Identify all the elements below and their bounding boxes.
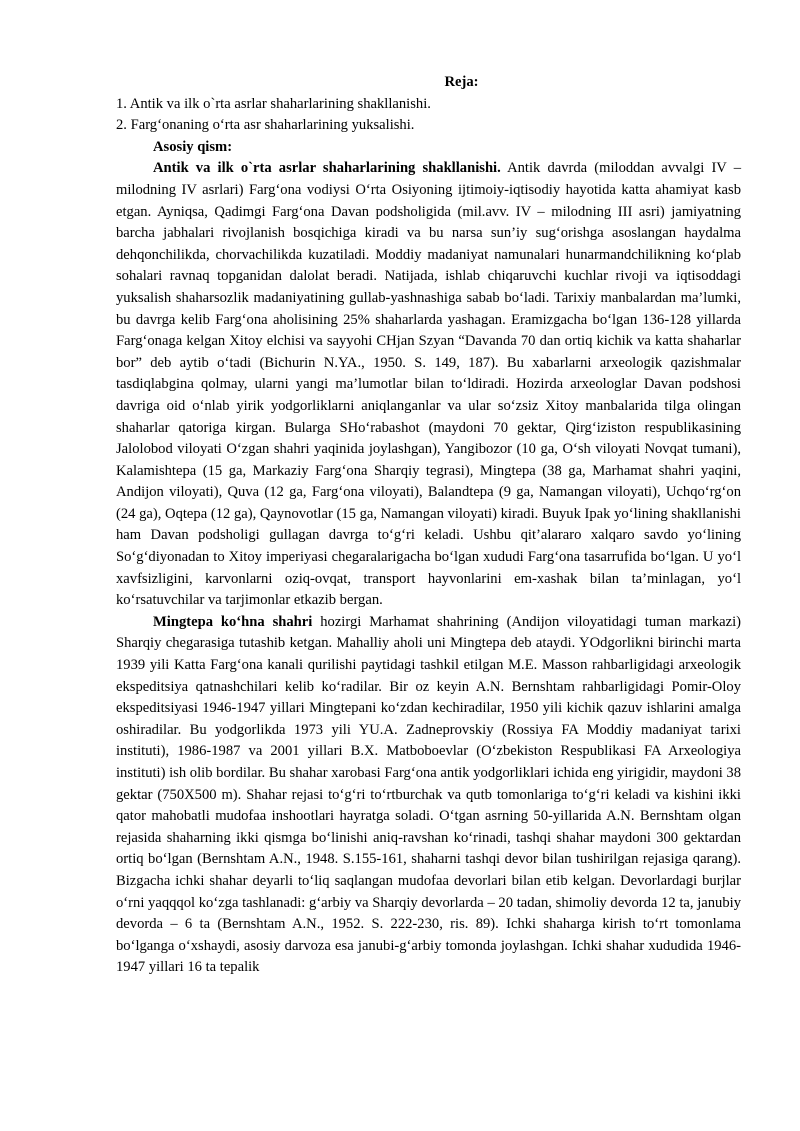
paragraph-mingtepa-body: hozirgi Marhamat shahrining (Andijon viloyatidagi tuman markazi) Sharqiy chegarasiga tutashib ketgan. Mahalliy aholi uni Mingtepa deb ataydi. YOdgorlikni birinchi marta 1939 yili Katta Farg‘ona kanali qurilishi paytidagi tashkil etilgan M.E. Masson rahbarligidagi arxeologik ekspeditsiya qatnashchilari kelib ko‘radilar. Bir oz keyin A.N. Bernshtam rahbarligidagi Pomir-Oloy ekspeditsiyasi 1946-1947 yillari Mingtepani ko‘zdan kechiradilar, 1950 yili kichik qazuv ishlarini amalga oshiradilar. Bu yodgorlikda 1973 yili YU.A. Zadneprovskiy (Rossiya FA Moddiy madaniyat tarixi instituti), 1986-1987 va 2001 yillari B.X. Matboboevlar (O‘zbekiston Respublikasi FA Arxeologiya instituti) ish olib bordilar. Bu shahar xarobasi Farg‘ona antik yodgorliklari ichida eng yirigidir, maydoni 38 gektar (750X500 m). Shahar rejasi to‘g‘ri to‘rtburchak va qutb tomonlariga to‘g‘ri keladi va kishini ikki qator mahobatli mudofaa inshootlari hayratga soladi. O‘tgan asrning 50-yillarida A.N. Bernshtam olgan rejasida shaharning ikki qismga bo‘linishi aniq-ravshan ko‘rinadi, tashqi shahar maydoni 300 gektardan ortiq bo‘lgan (Bernshtam A.N., 1948. S.155-161, shaharni tashqi devor bilan tushirilgan rejasiga qarang). Bizgacha ichki shahar deyarli to‘liq saqlangan mudofaa devorlari bilan etib kelgan. Devorlardagi burjlar o‘rni yaqqqol ko‘zga tashlanadi: g‘arbiy va Sharqiy devorlarda – 20 tadan, shimoliy devorda 12 ta, janubiy devorda – 6 ta (Bernshtam A.N., 1952. S. 222-230, ris. 89). Ichki shaharga kirish to‘rt tomonlama bo‘lganga o‘xshaydi, asosiy darvoza esa janubi-g‘arbiy tomonda joylashgan. Ichki shahar xududida 1946-1947 yillari 16 ta tepalik: [116, 613, 741, 976]
paragraph-mingtepa-lead: Mingtepa ko‘hna shahri: [153, 613, 313, 630]
paragraph-mingtepa: [116, 612, 741, 979]
document-page: [116, 72, 741, 979]
document-title: Reja:: [444, 74, 479, 90]
plan-item-1: 1. Antik va ilk o`rta asrlar shaharlarining shakllanishi.: [116, 95, 431, 112]
section-heading: Asosiy qism:: [153, 138, 233, 155]
paragraph-antik: [116, 158, 741, 611]
paragraph-antik-body: Antik davrda (miloddan avvalgi IV – milodning IV asrlari) Farg‘ona vodiysi O‘rta Osiyoning ijtimoiy-iqtisodiy hayotida katta ahamiyat kasb etgan. Ayniqsa, Qadimgi Farg‘ona Davan podsholigida (mil.avv. IV – milodning III asri) jamiyatning barcha jabhalari rivojlanish bosqichiga kiradi va bu narsa sun’iy sug‘orishga asoslangan haydalma dehqonchilikda, chorvachilikda kuzatiladi. Moddiy madaniyat namunalari hunarmandchilikning ko‘plab sohalari ravnaq topganidan dalolat beradi. Natijada, ishlab chiqaruvchi kuchlar rivoji va iqtisoddagi yuksalish shaharsozlik madaniyatining gullab-yashnashiga sabab bo‘ladi. Tarixiy manbalardan ma’lumki, bu davrga kelib Farg‘ona aholisining 25% shaharlarda yashagan. Eramizgacha bo‘lgan 136-128 yillarda Farg‘onaga kelgan Xitoy elchisi va sayyohi CHjan Szyan “Davanda 70 dan ortiq kichik va katta shaharlar bor” deb aytib o‘tadi (Bichurin N.YA., 1950. S. 149, 187). Bu xabarlarni arxeologik qazishmalar tasdiqlabgina qolmay, ularni yangi ma’lumotlar bilan to‘ldiradi. Hozirda arxeologlar Davan podshosi davriga oid o‘nlab yirik yodgorliklarni aniqlanganlar va ular so‘zsiz Xitoy manbalarida tilga olingan shaharlar qatoriga kirgan. Bularga SHo‘rabashot (maydoni 70 gektar, Qirg‘iziston respublikasining Jalolobod viloyati O‘zgan shahri yaqinida joylashgan), Yangibozor (10 ga, O‘sh viloyati Novqat tumani), Kalamishtepa (15 ga, Markaziy Farg‘ona Sharqiy tegrasi), Mingtepa (38 ga, Marhamat shahri yaqini, Andijon viloyati), Quva (12 ga, Farg‘ona viloyati), Balandtepa (9 ga, Namangan viloyati), Uchqo‘rg‘on (24 ga), Oqtepa (12 ga), Qaynovotlar (15 ga, Namangan viloyati) kiradi. Buyuk Ipak yo‘lining shakllanishi ham Davan podsholigi gullagan davrga to‘g‘ri keladi. Ushbu qit’alararo xalqaro savdo yo‘lining So‘g‘diyonadan to Xitoy imperiyasi chegaralarigacha bo‘lgan xududi Farg‘ona tasarrufida bo‘lgan. U yo‘l xavfsizligini, karvonlarni oziq-ovqat, transport hayvonlarini em-xashak bilan ta’minlagan, yo‘l ko‘rsatuvchilar va tarjimonlar etkazib bergan.: [116, 160, 741, 609]
paragraph-antik-lead: Antik va ilk o`rta asrlar shaharlarining shakllanishi.: [153, 160, 501, 177]
plan-item-2: 2. Farg‘onaning o‘rta asr shaharlarining yuksalishi.: [116, 117, 415, 134]
